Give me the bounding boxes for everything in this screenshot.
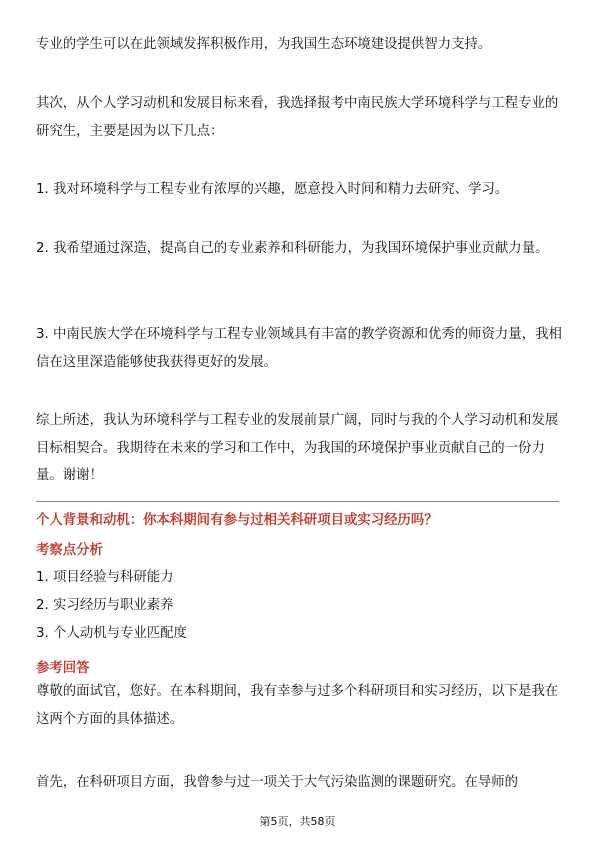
answer-heading: 参考回答 (36, 661, 90, 676)
answer-paragraph-2: 首先，在科研项目方面，我曾参与过一项关于大气污染监测的课题研究。在导师的 (36, 775, 519, 790)
analysis-heading: 考察点分析 (36, 543, 103, 558)
body-paragraph-4: 2. 我希望通过深造，提高自己的专业素养和科研能力，为我国环境保护事业贡献力量。 (36, 241, 549, 256)
page-number-footer: 第5页，共58页 (259, 815, 336, 828)
body-paragraph-2: 其次，从个人学习动机和发展目标来看，我选择报考中南民族大学环境科学与工程专业的研究生，主要是因为以下几点： (36, 96, 559, 139)
body-paragraph-6: 综上所述，我认为环境科学与工程专业的发展前景广阔，同时与我的个人学习动机和发展目标相契合。我期待在未来的学习和工作中，为我国的环境保护事业贡献自己的一份力量。谢谢！ (36, 413, 559, 483)
section-divider (36, 501, 559, 502)
body-paragraph-3: 1. 我对环境科学与工程专业有浓厚的兴趣，愿意投入时间和精力去研究、学习。 (36, 182, 509, 197)
analysis-item: 1. 项目经验与科研能力 (36, 570, 174, 585)
analysis-item: 3. 个人动机与专业匹配度 (36, 626, 187, 641)
analysis-item: 2. 实习经历与职业素养 (36, 598, 174, 613)
body-paragraph-1: 专业的学生可以在此领域发挥积极作用，为我国生态环境建设提供智力支持。 (36, 37, 492, 52)
body-paragraph-5: 3. 中南民族大学在环境科学与工程专业领域具有丰富的教学资源和优秀的师资力量，我相信在这里深造能够使我获得更好的发展。 (36, 327, 562, 370)
answer-paragraph-1: 尊敬的面试官，您好。在本科期间，我有幸参与过多个科研项目和实习经历，以下是我在这两个方面的具体描述。 (36, 684, 559, 727)
question-heading: 个人背景和动机：你本科期间有参与过相关科研项目或实习经历吗？ (36, 513, 438, 528)
